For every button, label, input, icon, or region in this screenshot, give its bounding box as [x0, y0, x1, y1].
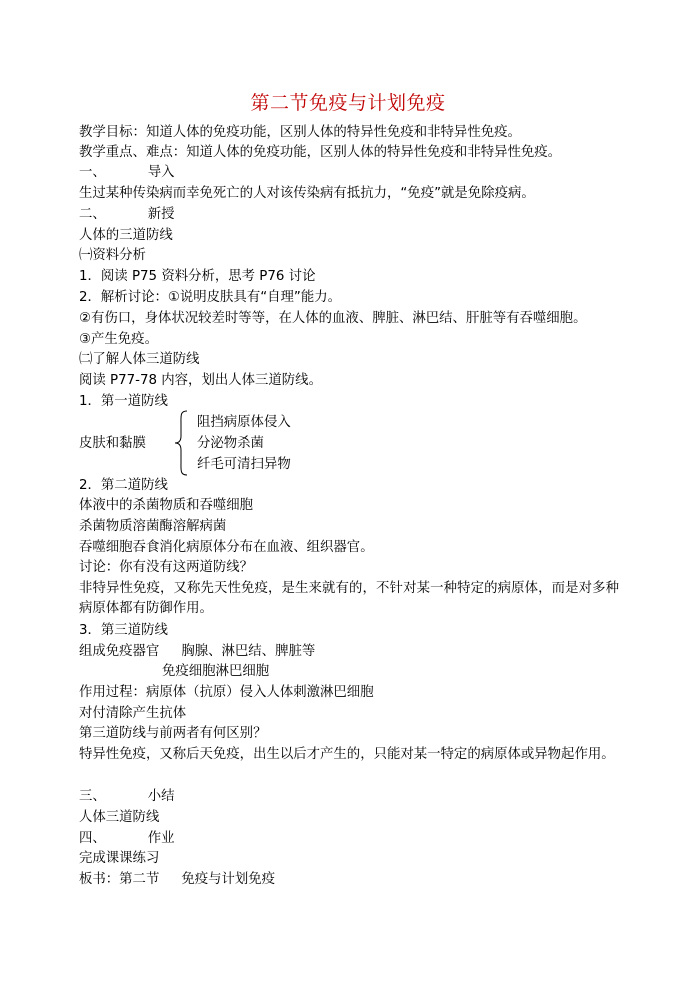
- third-line-heading: 3．第三道防线: [79, 623, 168, 638]
- section-1-heading: [79, 163, 175, 183]
- nonspecific-immunity-text: 非特异性免疫，又称先天性免疫，是生来就有的，不针对某一种特定的病原体，而是对多种病原体都有防御作用。: [79, 581, 619, 616]
- body-fluid-text: 体液中的杀菌物质和吞噬细胞: [79, 498, 254, 513]
- section-title: 导入: [147, 165, 175, 180]
- immune-cells-text: 免疫细胞淋巴细胞: [162, 664, 270, 679]
- discussion-point-3: ③产生免疫。: [79, 332, 158, 347]
- teaching-goal: 教学目标：知道人体的免疫功能，区别人体的特异性免疫和非特异性免疫。: [79, 125, 521, 140]
- skin-and-mucosa: 皮肤和黏膜: [79, 436, 146, 451]
- section-number: 四、: [79, 831, 106, 846]
- homework-text: 完成课课练习: [79, 851, 160, 866]
- board-label: 板书：第二节: [79, 872, 160, 887]
- discussion-question: 讨论：你有没有这两道防线？: [79, 560, 254, 575]
- second-line-heading: 2．第二道防线: [79, 478, 168, 493]
- first-line-heading: 1．第一道防线: [79, 394, 168, 409]
- page-title: 第二节免疫与计划免疫: [250, 92, 446, 114]
- section-number: 一、: [79, 165, 106, 180]
- section-title: 小结: [147, 789, 175, 804]
- antibody-text: 对付清除产生抗体: [79, 706, 187, 721]
- immune-organs-row: [79, 642, 315, 662]
- specific-immunity-text: 特异性免疫，又称后天免疫，出生以后才产生的，只能对某一特定的病原体或异物起作用。: [79, 747, 615, 762]
- discussion-point-1: 2．解析讨论：①说明皮肤具有“自理”能力。: [79, 290, 342, 305]
- brace-icon: [173, 410, 189, 476]
- section-3-heading: [79, 787, 175, 807]
- immune-organs-label: 组成免疫器官: [79, 644, 160, 659]
- immune-organs-list: 胸腺、淋巴结、脾脏等: [181, 644, 316, 659]
- process-text: 作用过程：病原体（抗原）侵入人体刺激淋巴细胞: [79, 685, 374, 700]
- section-number: 三、: [79, 789, 106, 804]
- section-2-heading: [79, 205, 175, 225]
- subheading-data-analysis: ㈠资料分析: [79, 248, 146, 263]
- subheading-three-lines: ㈡了解人体三道防线: [79, 352, 200, 367]
- summary-text: 人体三道防线: [79, 810, 160, 825]
- read-instruction-2: 阅读 P77-78 内容，划出人体三道防线。: [79, 373, 322, 388]
- board-writing: [79, 870, 275, 890]
- teaching-key-points: 教学重点、难点：知道人体的免疫功能，区别人体的特异性免疫和非特异性免疫。: [79, 145, 562, 160]
- section-title: 新授: [147, 207, 175, 222]
- brace-item: 分泌物杀菌: [197, 436, 264, 451]
- section-number: 二、: [79, 207, 106, 222]
- discussion-point-2: ②有伤口，身体状况较差时等等，在人体的血液、脾脏、淋巴结、肝脏等有吞噬细胞。: [79, 311, 587, 326]
- brace-item: 阻挡病原体侵入: [197, 415, 291, 430]
- intro-text: 生过某种传染病而幸免死亡的人对该传染病有抵抗力，“免疫”就是免除疫病。: [79, 186, 535, 201]
- phagocyte-text: 吞噬细胞吞食消化病原体分布在血液、组织器官。: [79, 540, 374, 555]
- board-title: 免疫与计划免疫: [181, 872, 276, 887]
- brace-item: 纤毛可清扫异物: [197, 457, 291, 472]
- section-4-heading: [79, 829, 175, 849]
- read-instruction-1: 1．阅读 P75 资料分析，思考 P76 讨论: [79, 269, 316, 284]
- section-title: 作业: [147, 831, 175, 846]
- three-lines-heading: 人体的三道防线: [79, 228, 173, 243]
- bactericidal-text: 杀菌物质溶菌酶溶解病菌: [79, 519, 227, 534]
- difference-question: 第三道防线与前两者有何区别？: [79, 726, 267, 741]
